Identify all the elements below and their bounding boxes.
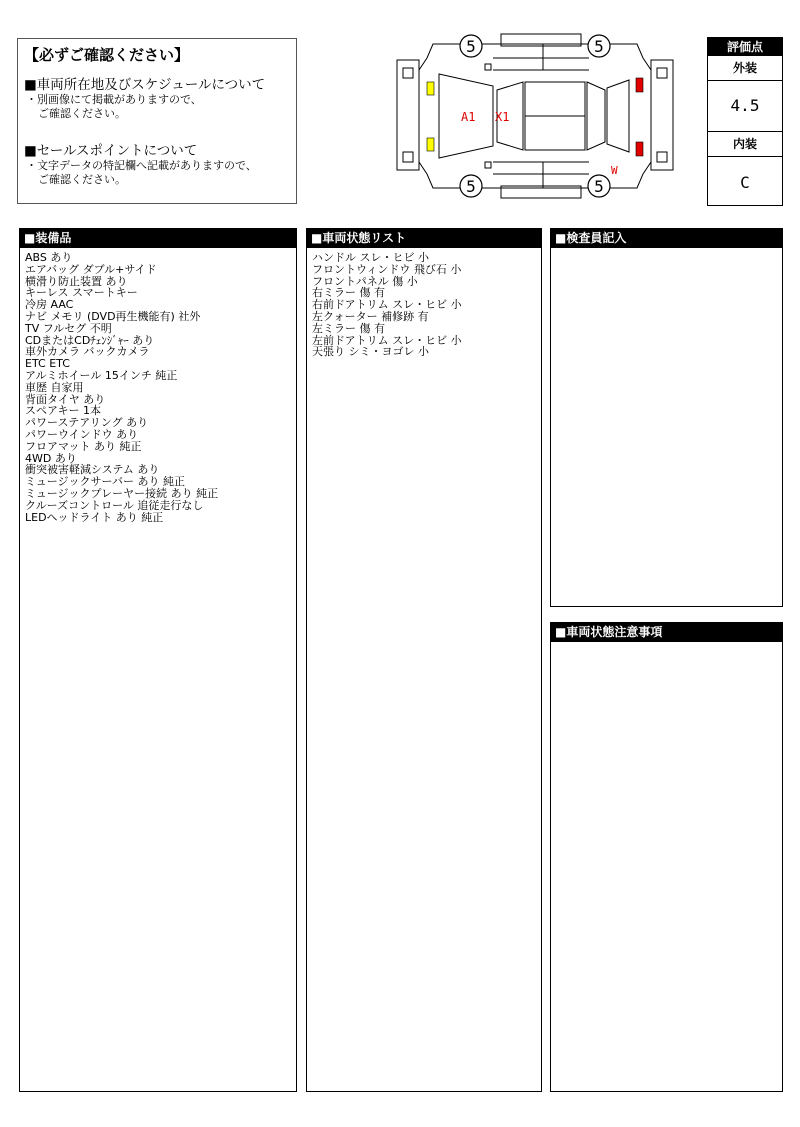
condition-list bbox=[307, 248, 541, 358]
list-item: パワーウインドウ あり bbox=[25, 427, 139, 441]
interior-value: C bbox=[740, 173, 750, 192]
list-item: ETC ETC bbox=[25, 357, 70, 371]
list-item: 左ミラー 傷 有 bbox=[312, 321, 385, 335]
tire-front-right-value: 5 bbox=[594, 37, 604, 56]
list-item: エアバッグ ダブル+サイド bbox=[25, 262, 157, 276]
rear-lamp-right-marker bbox=[636, 142, 643, 156]
list-item: ハンドル スレ・ヒビ 小 bbox=[312, 251, 429, 264]
inspector-header: ■検査員記入 bbox=[551, 229, 782, 248]
caution-header: ■車両状態注意事項 bbox=[551, 623, 782, 642]
tire-rear-left-value: 5 bbox=[466, 177, 476, 196]
caution-panel bbox=[550, 622, 783, 1092]
list-item: 車外カメラ バックカメラ bbox=[25, 345, 150, 359]
rear-lamp-left-marker bbox=[636, 78, 643, 92]
list-item: キーレス スマートキー bbox=[25, 286, 138, 300]
damage-mark-w: W bbox=[611, 164, 618, 177]
tire-front-left-value: 5 bbox=[466, 37, 476, 56]
list-item: ミュージックプレーヤー接続 あり 純正 bbox=[25, 486, 219, 500]
list-item: 4WD あり bbox=[25, 451, 77, 465]
list-item: 右ミラー 傷 有 bbox=[312, 286, 385, 300]
list-item: LEDヘッドライト あり 純正 bbox=[25, 510, 164, 524]
list-item: 車歴 自家用 bbox=[25, 380, 84, 394]
list-item: 右前ドアトリム スレ・ヒビ 小 bbox=[312, 298, 462, 312]
list-item: 天張り シミ・ヨゴレ 小 bbox=[312, 345, 429, 359]
tire-rear-right-value: 5 bbox=[594, 177, 604, 196]
exterior-label: 外装 bbox=[708, 56, 782, 81]
damage-mark-x1: X1 bbox=[495, 110, 510, 124]
list-item: フロントパネル 傷 小 bbox=[312, 274, 418, 288]
notice-section2-line1: ・文字データの特記欄へ記載がありますので、 bbox=[26, 159, 257, 172]
list-item: フロントウィンドウ 飛び石 小 bbox=[312, 262, 462, 276]
grade-header: 評価点 bbox=[708, 38, 782, 56]
notice-section2-title: ■セールスポイントについて bbox=[24, 143, 198, 159]
list-item: 横滑り防止装置 あり bbox=[25, 274, 128, 288]
interior-label: 内装 bbox=[708, 132, 782, 157]
exterior-value: 4.5 bbox=[708, 81, 782, 132]
damage-mark-a1: A1 bbox=[461, 110, 476, 124]
equipment-list bbox=[20, 248, 296, 523]
list-item: ナビ メモリ (DVD再生機能有) 社外 bbox=[25, 309, 201, 323]
list-item: 冷房 AAC bbox=[25, 298, 74, 312]
front-lamp-left-marker bbox=[427, 82, 434, 95]
list-item: クルーズコントロール 追従走行なし bbox=[25, 498, 204, 512]
condition-panel bbox=[306, 228, 542, 1092]
equipment-header: ■装備品 bbox=[20, 229, 296, 248]
list-item: アルミホイール 15インチ 純正 bbox=[25, 368, 178, 382]
notice-box bbox=[17, 38, 297, 204]
list-item: TV フルセグ 不明 bbox=[25, 321, 112, 335]
list-item: 背面タイヤ あり bbox=[25, 392, 106, 406]
inspector-panel bbox=[550, 228, 783, 607]
list-item: パワーステアリング あり bbox=[25, 416, 149, 430]
list-item: スペアキー 1本 bbox=[25, 404, 102, 418]
grade-box bbox=[707, 37, 783, 206]
list-item: ABS あり bbox=[25, 251, 73, 264]
front-lamp-right-marker bbox=[427, 138, 434, 151]
list-item: 衝突被害軽減システム あり bbox=[25, 463, 160, 477]
car-damage-diagram bbox=[393, 30, 677, 202]
condition-header: ■車両状態リスト bbox=[307, 229, 541, 248]
list-item: 左クォーター 補修跡 有 bbox=[312, 309, 429, 323]
notice-section1-title: ■車両所在地及びスケジュールについて bbox=[24, 77, 266, 93]
notice-section1-line2: ご確認ください。 bbox=[38, 107, 126, 120]
notice-section1-line1: ・別画像にて掲載がありますので、 bbox=[26, 93, 202, 106]
list-item: CDまたはCDﾁｪﾝｼﾞｬｰ あり bbox=[25, 333, 155, 347]
notice-title: 【必ずご確認ください】 bbox=[24, 46, 190, 64]
list-item: ミュージックサーバー あり 純正 bbox=[25, 475, 186, 489]
list-item: 左前ドアトリム スレ・ヒビ 小 bbox=[312, 333, 462, 347]
equipment-panel bbox=[19, 228, 297, 1092]
list-item: フロアマット あり 純正 bbox=[25, 439, 142, 453]
notice-section2-line2: ご確認ください。 bbox=[38, 173, 126, 186]
